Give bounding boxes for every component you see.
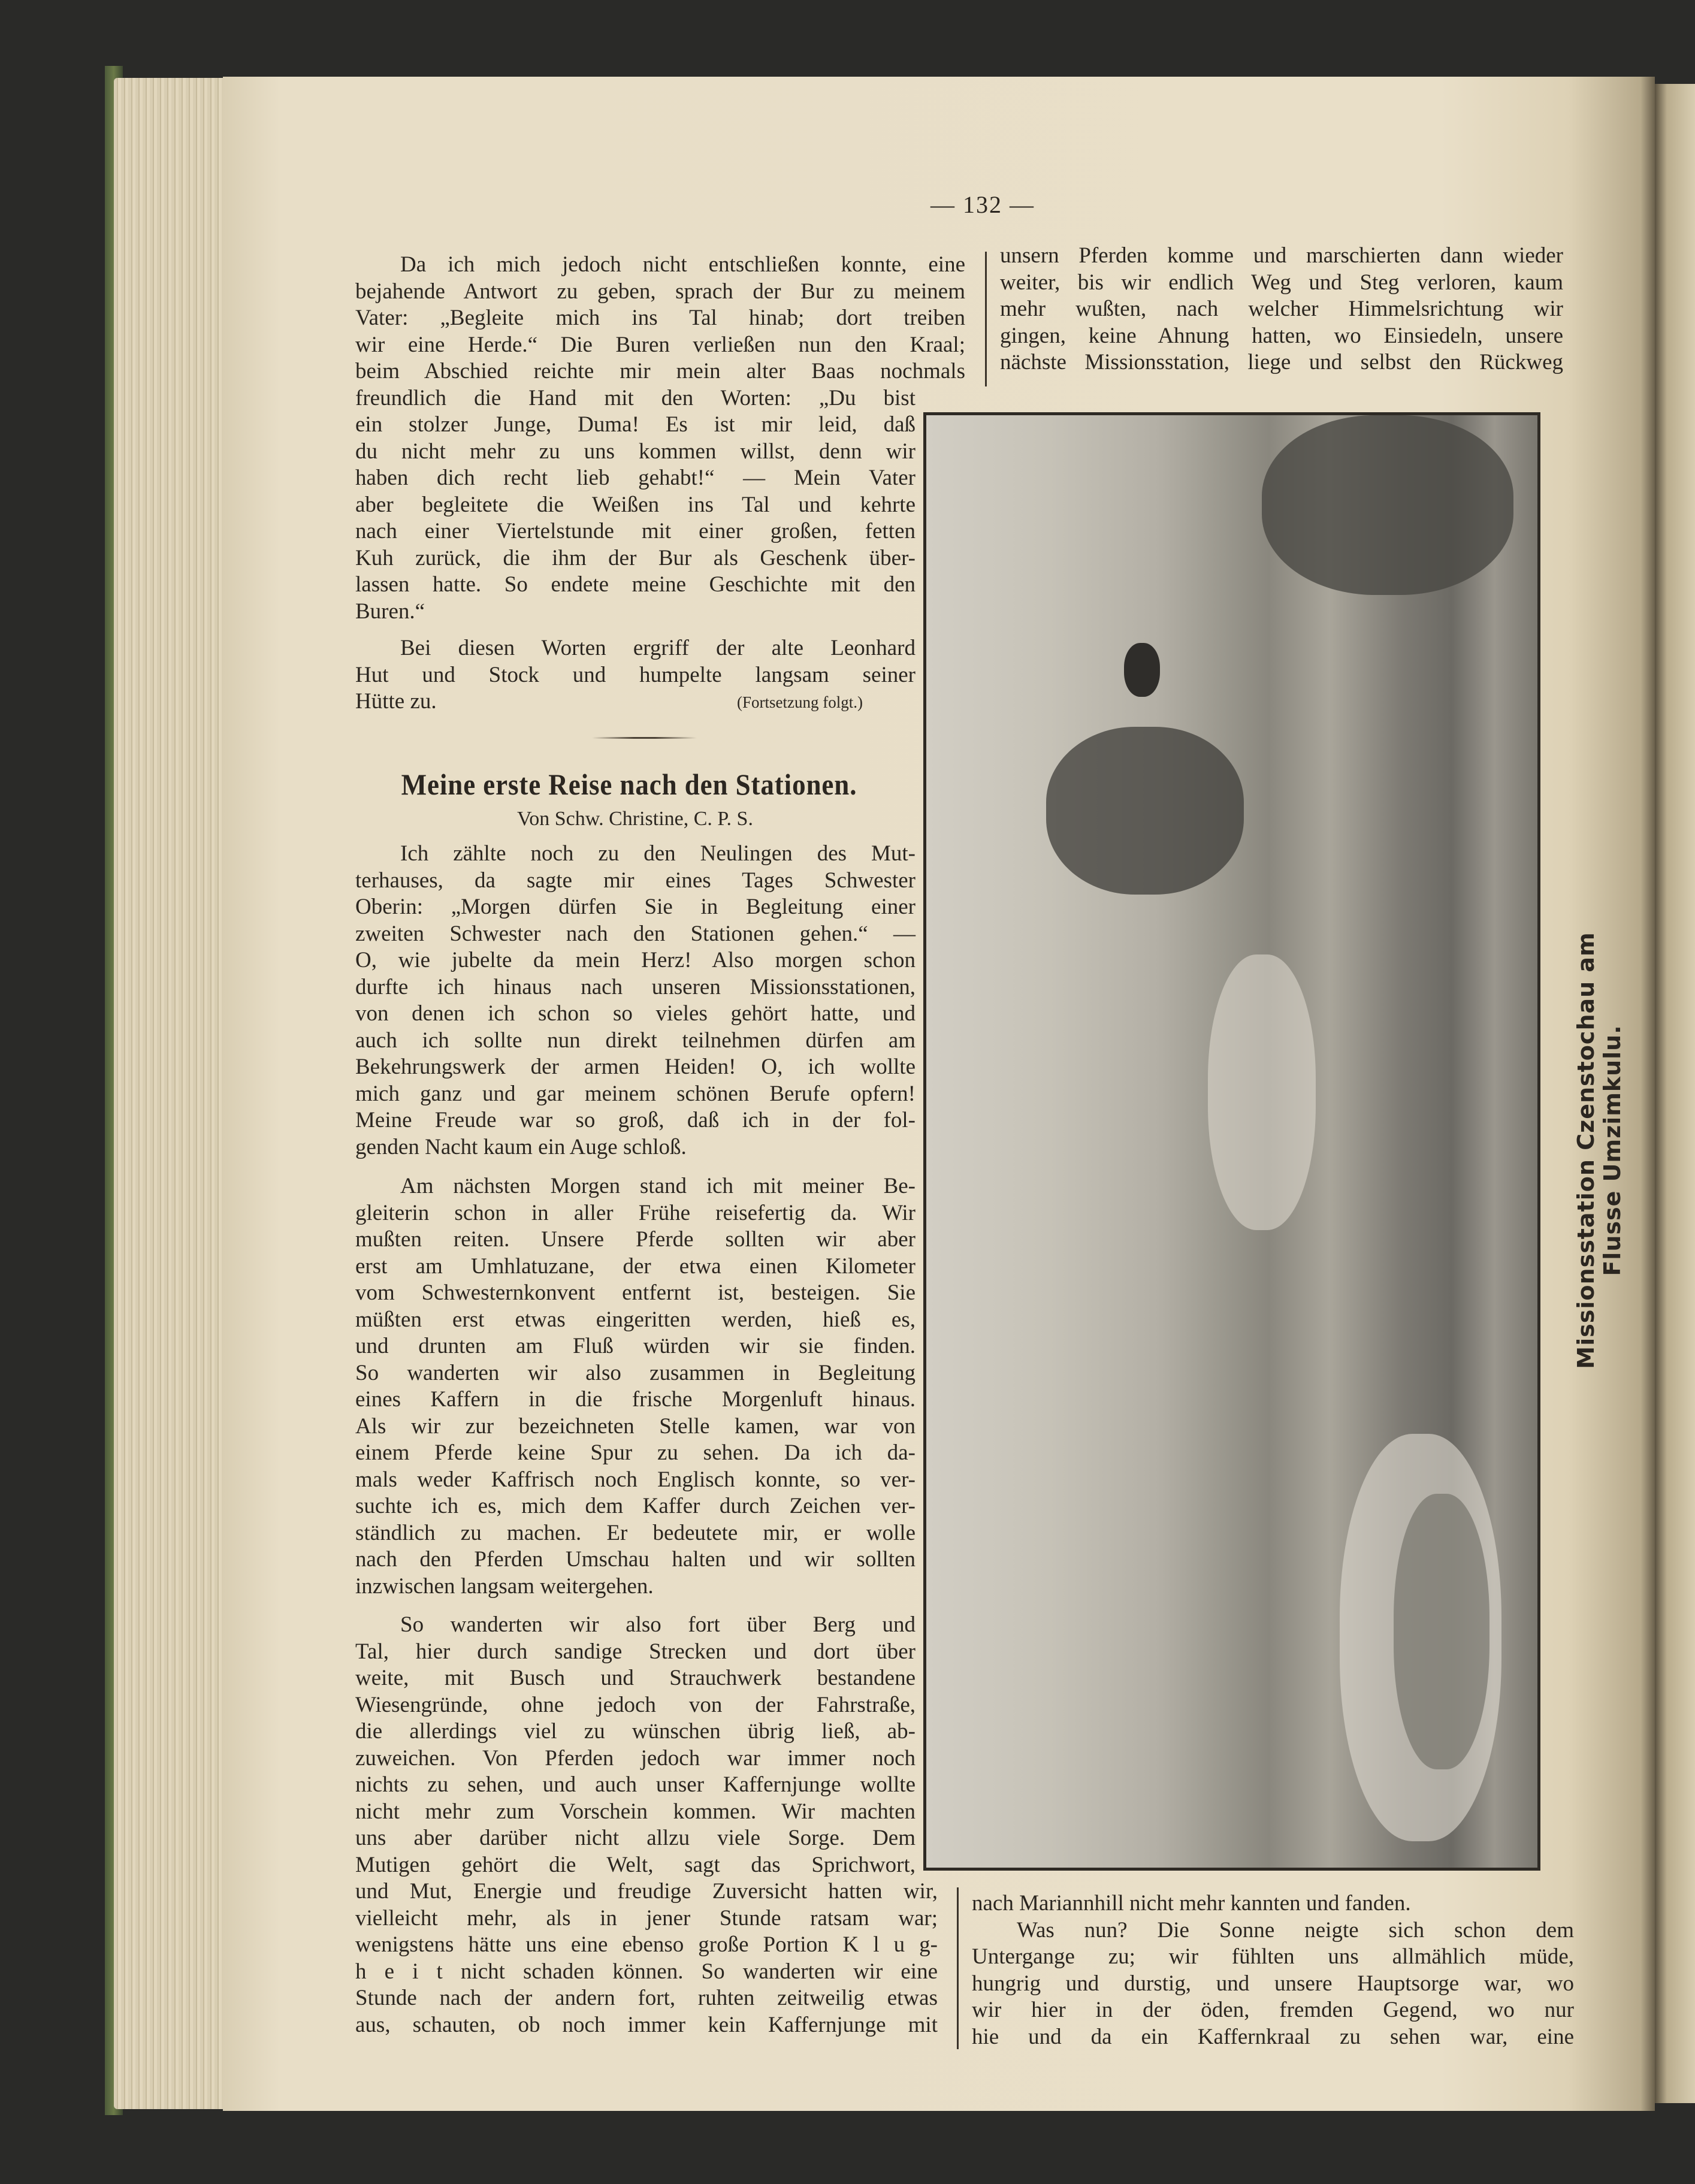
text-line: gingen, keine Ahnung hatten, wo Einsiedeln, unsere <box>1000 323 1563 348</box>
text-line: einem Pferde keine Spur zu sehen. Da ich da- <box>355 1440 916 1465</box>
text-line: Vater: „Begleite mich ins Tal hinab; dort treiben <box>355 306 965 330</box>
text-line: mehr wußten, nach welcher Himmelsrichtung wir <box>1000 297 1563 321</box>
page-number: — 132 — <box>930 191 1035 218</box>
facing-page-edge <box>1655 84 1695 2103</box>
photo-buildings <box>1208 954 1316 1230</box>
text-line: h e i t nicht schaden können. So wanderten wir eine <box>355 1959 938 1984</box>
text-line: Wiesengründe, ohne jedoch von der Fahrstraße, <box>355 1692 916 1717</box>
column-divider-top <box>985 252 987 386</box>
text-line: genden Nacht kaum ein Auge schloß. <box>355 1134 687 1159</box>
text-line: müßten erst etwas eingeritten werden, hieß es, <box>355 1307 916 1332</box>
column-divider-bottom <box>957 1887 959 2049</box>
text-line: inzwischen langsam weitergehen. <box>355 1573 654 1599</box>
text-line: weiter, bis wir endlich Weg und Steg verloren, kaum <box>1000 270 1563 295</box>
photo-trees <box>1046 727 1244 895</box>
text-line: haben dich recht lieb gehabt!“ — Mein Vater <box>355 466 916 490</box>
text-line: mals weder Kaffrisch noch Englisch konnte, so ver- <box>355 1467 916 1492</box>
text-line: Stunde nach der andern fort, ruhten zeitweilig etwas <box>355 1986 938 2010</box>
text-line: hie und da ein Kaffernkraal zu sehen war, eine <box>972 2024 1574 2049</box>
text-line: mußten reiten. Unsere Pferde sollten wir aber <box>355 1227 916 1252</box>
text-line: Da ich mich jedoch nicht entschließen konnte, eine <box>400 252 965 277</box>
text-line: suchte ich es, mich dem Kaffer durch Zeichen ver- <box>355 1494 916 1518</box>
text-line: Untergange zu; wir fühlten uns allmählich müde, <box>972 1944 1574 1969</box>
text-line: Buren.“ <box>355 599 425 624</box>
text-line: die allerdings viel zu wünschen übrig ließ, ab- <box>355 1719 916 1744</box>
article-title: Meine erste Reise nach den Stationen. <box>401 768 857 801</box>
text-line: uns aber darüber nicht allzu viele Sorge. Dem <box>355 1826 916 1850</box>
text-line: von denen ich schon so vieles gehört hatte, und <box>355 1001 916 1026</box>
text-line: Ich zählte noch zu den Neulingen des Mut- <box>400 841 916 866</box>
text-line: nach den Pferden Umschau halten und wir sollten <box>355 1547 916 1572</box>
text-line: Oberin: „Morgen dürfen Sie in Begleitung einer <box>355 895 916 919</box>
text-line: nächste Missionsstation, liege und selbst den Rückweg <box>1000 350 1563 374</box>
text-line: ein stolzer Junge, Duma! Es ist mir leid, daß <box>355 412 916 437</box>
page-stack-edge <box>114 78 228 2109</box>
section-divider-ornament <box>592 737 697 739</box>
photo-building-roofs <box>1394 1494 1489 1769</box>
text-line: und Mut, Energie und freudige Zuversicht hatten wir, <box>355 1879 938 1904</box>
text-line: Mutigen gehört die Welt, sagt das Sprichwort, <box>355 1852 916 1877</box>
text-line: Bekehrungswerk der armen Heiden! O, ich wollte <box>355 1055 916 1079</box>
text-line: nach Mariannhill nicht mehr kannten und fanden. <box>972 1891 1411 1916</box>
text-line: vielleicht mehr, als in jener Stunde ratsam war; <box>355 1905 938 1931</box>
text-line: hungrig und durstig, und unsere Hauptsorge war, wo <box>972 1971 1574 1996</box>
text-line: mich ganz und gar meinem schönen Berufe opfern! <box>355 1081 916 1106</box>
text-line: So wanderten wir also fort über Berg und <box>400 1612 916 1637</box>
text-line: Kuh zurück, die ihm der Bur als Geschenk über- <box>355 545 916 570</box>
continued-note: (Fortsetzung folgt.) <box>737 693 863 711</box>
text-line: freundlich die Hand mit den Worten: „Du bist <box>355 385 916 410</box>
text-line: lassen hatte. So endete meine Geschichte mit den <box>355 572 916 597</box>
text-line: Hut und Stock und humpelte langsam seiner <box>355 662 916 687</box>
text-line: bejahende Antwort zu geben, sprach der Bur zu meinem <box>355 279 965 304</box>
text-line: beim Abschied reichte mir mein alter Baas nochmals <box>355 359 965 383</box>
photo-church-tower <box>1124 643 1160 697</box>
text-line: wir eine Herde.“ Die Buren verließen nun den Kraal; <box>355 332 965 357</box>
photo-caption: Missionsstation Czenstochau am Flusse Umzimkulu. <box>1573 932 1625 1369</box>
text-line: erst am Umhlatuzane, der etwa einen Kilometer <box>355 1253 916 1279</box>
text-line: nicht mehr zum Vorschein kommen. Wir machten <box>355 1799 916 1824</box>
text-line: Hütte zu. <box>355 689 437 714</box>
text-line: So wanderten wir also zusammen in Begleitung <box>355 1360 916 1385</box>
text-line: wenigstens hätte uns eine ebenso große Portion K l u g- <box>355 1932 938 1957</box>
text-line: Tal, hier durch sandige Strecken und dort über <box>355 1639 916 1664</box>
text-line: aus, schauten, ob noch immer kein Kaffernjunge mit <box>355 2012 938 2037</box>
text-line: vom Schwesternkonvent entfernt ist, besteigen. Sie <box>355 1280 916 1305</box>
article-byline: Von Schw. Christine, C. P. S. <box>517 808 753 830</box>
text-line: auch ich sollte nun direkt teilnehmen dürfen am <box>355 1028 916 1053</box>
text-line: Als wir zur bezeichneten Stelle kamen, war von <box>355 1413 916 1439</box>
text-line: ständlich zu machen. Er bedeutete mir, er wolle <box>355 1520 916 1545</box>
text-line: du nicht mehr zu uns kommen willst, denn wir <box>355 439 916 464</box>
text-line: O, wie jubelte da mein Herz! Also morgen schon <box>355 948 916 972</box>
text-line: unsern Pferden komme und marschierten dann wieder <box>1000 243 1563 268</box>
text-line: wir hier in der öden, fremden Gegend, wo nur <box>972 1998 1574 2022</box>
text-line: zuweichen. Von Pferden jedoch war immer noch <box>355 1745 916 1771</box>
text-line: weite, mit Busch und Strauchwerk bestandene <box>355 1666 916 1690</box>
text-line: Meine Freude war so groß, daß ich in der fol- <box>355 1108 916 1132</box>
text-line: gleiterin schon in aller Frühe reisefertig da. Wir <box>355 1200 916 1225</box>
text-line: Bei diesen Worten ergriff der alte Leonhard <box>400 636 916 660</box>
text-line: nach einer Viertelstunde mit einer großen, fetten <box>355 519 916 543</box>
photo-trees <box>1262 415 1513 595</box>
text-line: Was nun? Die Sonne neigte sich schon dem <box>1017 1917 1574 1943</box>
text-line: nichts zu sehen, und auch unser Kaffernjunge wollte <box>355 1772 916 1797</box>
text-line: durfte ich hinaus nach unseren Missionsstationen, <box>355 974 916 999</box>
text-line: zweiten Schwester nach den Stationen gehen.“ — <box>355 921 916 946</box>
text-line: eines Kaffern in die frische Morgenluft hinaus. <box>355 1387 916 1412</box>
text-line: terhauses, da sagte mir eines Tages Schwester <box>355 868 916 893</box>
mission-station-photo <box>923 412 1540 1871</box>
text-line: Am nächsten Morgen stand ich mit meiner Be- <box>400 1174 916 1198</box>
text-line: und drunten am Fluß würden wir sie finden. <box>355 1334 916 1358</box>
text-line: aber begleitete die Weißen ins Tal und kehrte <box>355 492 916 517</box>
